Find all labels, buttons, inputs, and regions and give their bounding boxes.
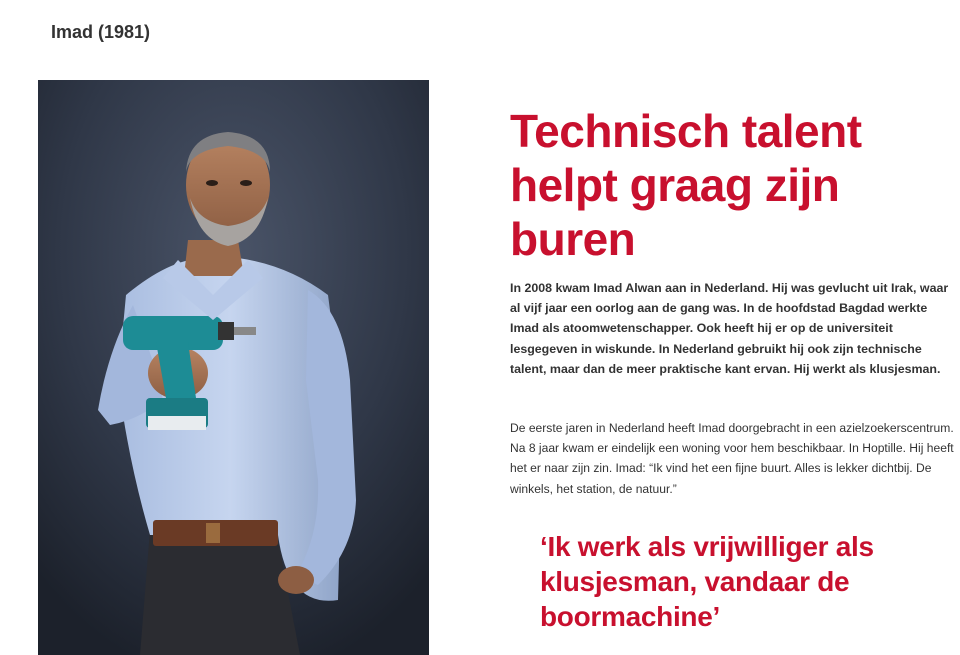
lead-paragraph: In 2008 kwam Imad Alwan aan in Nederland. Hij was gevlucht uit Irak, waar al vijf jaar een oorlog aan de gang was. In de hoofdstad Bagdad werkte Imad als atoomwetenschapper. Ook heeft hij er op de universiteit lesgegeven in wiskunde. In Nederland gebruikt hij ook zijn technische talent, maar dan de meer praktische kant ervan. Hij werkt als klusjesman. bbox=[510, 281, 949, 376]
portrait-photo bbox=[38, 80, 429, 655]
person-name-year: Imad (1981) bbox=[51, 22, 151, 42]
headline: Technisch talent helpt graag zijn buren bbox=[510, 105, 862, 265]
pull-quote: ‘Ik werk als vrijwilliger als klusjesman, vandaar de boormachine’ bbox=[540, 531, 874, 632]
body-paragraph: De eerste jaren in Nederland heeft Imad doorgebracht in een azielzoekerscentrum. Na 8 jaar kwam er eindelijk een woning voor hem beschikbaar. In Hoptille. Hij heeft het er naar zijn zin. Imad: “Ik vind het een fijne buurt. Alles is lekker dichtbij. De winkels, het station, de natuur.” bbox=[510, 421, 954, 496]
